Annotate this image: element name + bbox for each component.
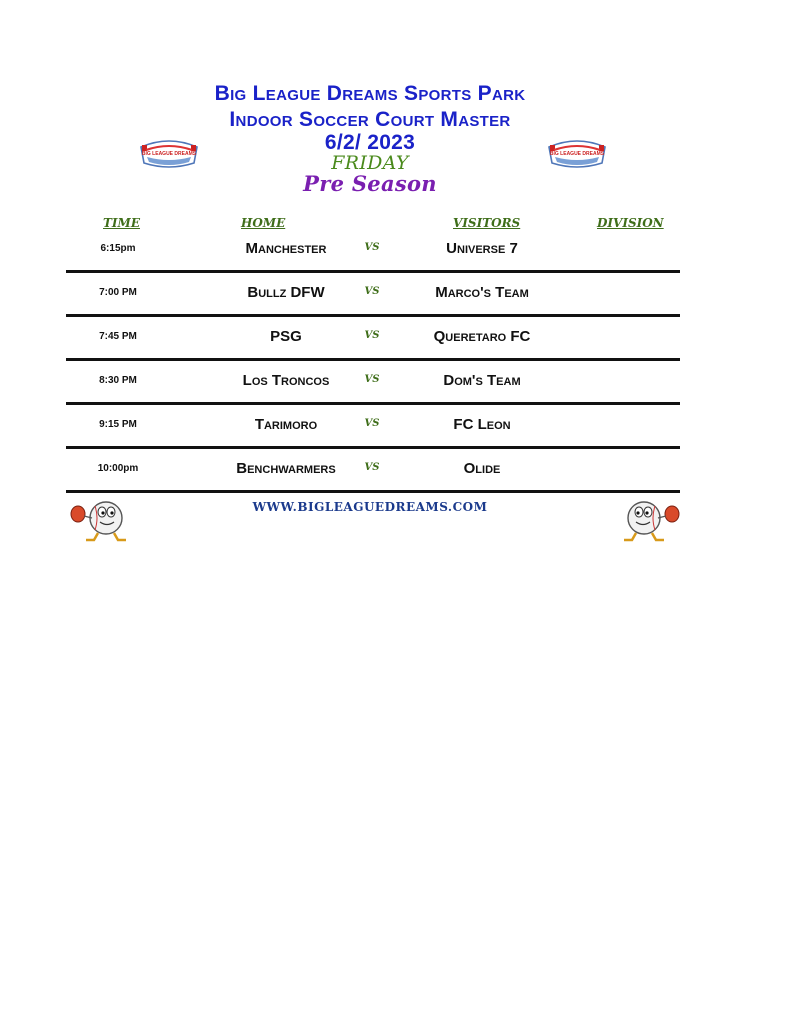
- vs-label: VS: [364, 418, 380, 429]
- home-team: PSG: [270, 328, 302, 345]
- column-header-visitors: VISITORS: [453, 216, 521, 230]
- schedule-date: 6/2/ 2023: [324, 131, 416, 154]
- vs-label: VS: [364, 242, 380, 253]
- home-team: Los Troncos: [242, 372, 330, 389]
- game-row: [66, 406, 680, 448]
- vs-label: VS: [364, 374, 380, 385]
- visiting-team: Dom's Team: [443, 372, 521, 389]
- stadium-logo-icon: [546, 133, 608, 171]
- visiting-team: Universe 7: [446, 240, 518, 257]
- home-team: Bullz DFW: [247, 284, 325, 301]
- visiting-team: FC Leon: [453, 416, 511, 433]
- game-row: [66, 230, 680, 272]
- stadium-logo-icon: [138, 133, 200, 171]
- visiting-team: Marco's Team: [435, 284, 529, 301]
- row-divider: [66, 358, 680, 361]
- vs-label: VS: [364, 330, 380, 341]
- svg-text:BIG LEAGUE DREAMS: BIG LEAGUE DREAMS: [549, 151, 605, 157]
- game-time: 8:30 PM: [99, 375, 137, 386]
- game-row: [66, 318, 680, 360]
- row-divider: [66, 490, 680, 493]
- game-row: [66, 274, 680, 316]
- column-header-home: HOME: [241, 216, 286, 230]
- row-divider: [66, 314, 680, 317]
- column-header-time: TIME: [103, 216, 140, 230]
- vs-label: VS: [364, 462, 380, 473]
- season-label: Pre Season: [303, 171, 437, 196]
- column-header-division: DIVISION: [597, 216, 664, 230]
- website-link[interactable]: WWW.BIGLEAGUEDREAMS.COM: [252, 500, 488, 514]
- schedule-title: Indoor Soccer Court Master: [229, 108, 511, 131]
- home-team: Manchester: [245, 240, 327, 257]
- park-title: Big League Dreams Sports Park: [214, 82, 526, 105]
- home-team: Benchwarmers: [236, 460, 336, 477]
- baseball-mascot-icon: [66, 494, 138, 544]
- visiting-team: Queretaro FC: [433, 328, 531, 345]
- row-divider: [66, 270, 680, 273]
- schedule-day: FRIDAY: [331, 152, 409, 174]
- vs-label: VS: [364, 286, 380, 297]
- baseball-mascot-icon: [612, 494, 684, 544]
- row-divider: [66, 446, 680, 449]
- row-divider: [66, 402, 680, 405]
- game-time: 7:45 PM: [99, 331, 137, 342]
- game-row: [66, 450, 680, 492]
- home-team: Tarimoro: [254, 416, 318, 433]
- game-time: 6:15pm: [100, 243, 136, 254]
- visiting-team: Olide: [463, 460, 501, 477]
- game-time: 10:00pm: [97, 463, 139, 474]
- svg-text:BIG LEAGUE DREAMS: BIG LEAGUE DREAMS: [141, 151, 197, 157]
- game-row: [66, 362, 680, 404]
- game-time: 7:00 PM: [99, 287, 137, 298]
- game-time: 9:15 PM: [99, 419, 137, 430]
